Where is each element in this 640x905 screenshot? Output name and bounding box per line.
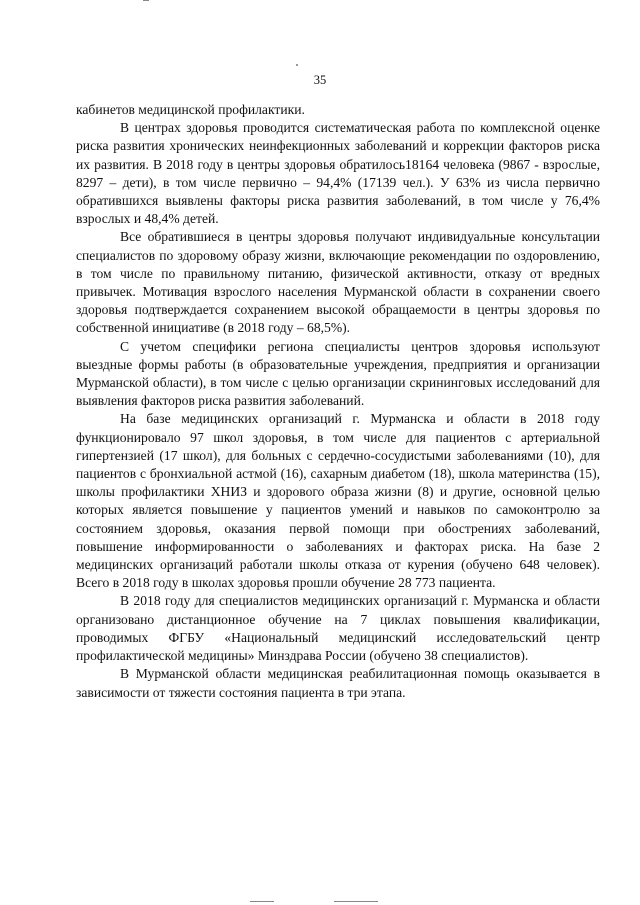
paragraph-continuation: кабинетов медицинской профилактики. <box>76 102 305 117</box>
scan-artifact-bottom-mid <box>334 901 378 902</box>
paragraph-rehabilitation: В Мурманской области медицинская реабилитационная помощь оказывается в зависимости от тяжести состояния пациента в три этапа. <box>76 666 600 700</box>
paragraph-distance-learning: В 2018 году для специалистов медицинских организаций г. Мурманска и области организовано дистанционное обучение на 7 циклах повышения квалификации, проводимых ФГБУ «Национальный медицинский исследовательский центр профилактической медицины» Минздрава России (обучено 38 специалистов). <box>76 593 600 664</box>
document-body <box>76 101 600 702</box>
scan-artifact-bottom-left <box>250 901 274 902</box>
paragraph-health-centers: В центрах здоровья проводится систематическая работа по комплексной оценке риска развития хронических неинфекционных заболеваний и коррекции факторов риска их развития. В 2018 году в центры здоровья обратилось18164 человека (9867 - взрослые, 8297 – дети), в том числе первично – 94,4% (17139 чел.). У 63% из числа первично обратившихся выявлены факторы риска развития заболеваний, в том числе у 76,4% взрослых и 48,4% детей. <box>76 120 600 227</box>
paragraph-consultations: Все обратившиеся в центры здоровья получают индивидуальные консультации специалистов по здоровому образу жизни, включающие рекомендации по оздоровлению, в том числе по правильному питанию, физической активности, отказу от вредных привычек. Мотивация взрослого населения Мурманской области в сохранении своего здоровья подтверждается сохранением высокой обращаемости в центры здоровья по собственной инициативе (в 2018 году – 68,5%). <box>76 229 600 336</box>
scan-artifact-dot <box>296 64 298 66</box>
paragraph-outreach: С учетом специфики региона специалисты центров здоровья используют выездные формы работы (в образовательные учреждения, предприятия и организации Мурманской области), в том числе с целью организации скрининговых исследований для выявления факторов риска развития заболеваний. <box>76 338 600 409</box>
scan-artifact-top <box>143 0 149 1</box>
paragraph-health-schools: На базе медицинских организаций г. Мурманска и области в 2018 году функционировало 97 школ здоровья, в том числе для пациентов с артериальной гипертензией (17 школ), для больных с сердечно-сосудистыми заболеваниями (10), для пациентов с бронхиальной астмой (16), сахарным диабетом (18), школа материнства (15), школы профилактики ХНИЗ и здорового образа жизни (8) и другие, основной целью которых является повышение у пациентов умений и навыков по самоконтролю за состоянием здоровья, оказания первой помощи при обострениях заболеваний, повышение информированности о заболеваниях и факторах риска. На базе 2 медицинских организаций работали школы отказа от курения (обучено 648 человек). Всего в 2018 году в школах здоровья прошли обучение 28 773 пациента. <box>76 411 600 591</box>
page-number: 35 <box>313 73 327 87</box>
